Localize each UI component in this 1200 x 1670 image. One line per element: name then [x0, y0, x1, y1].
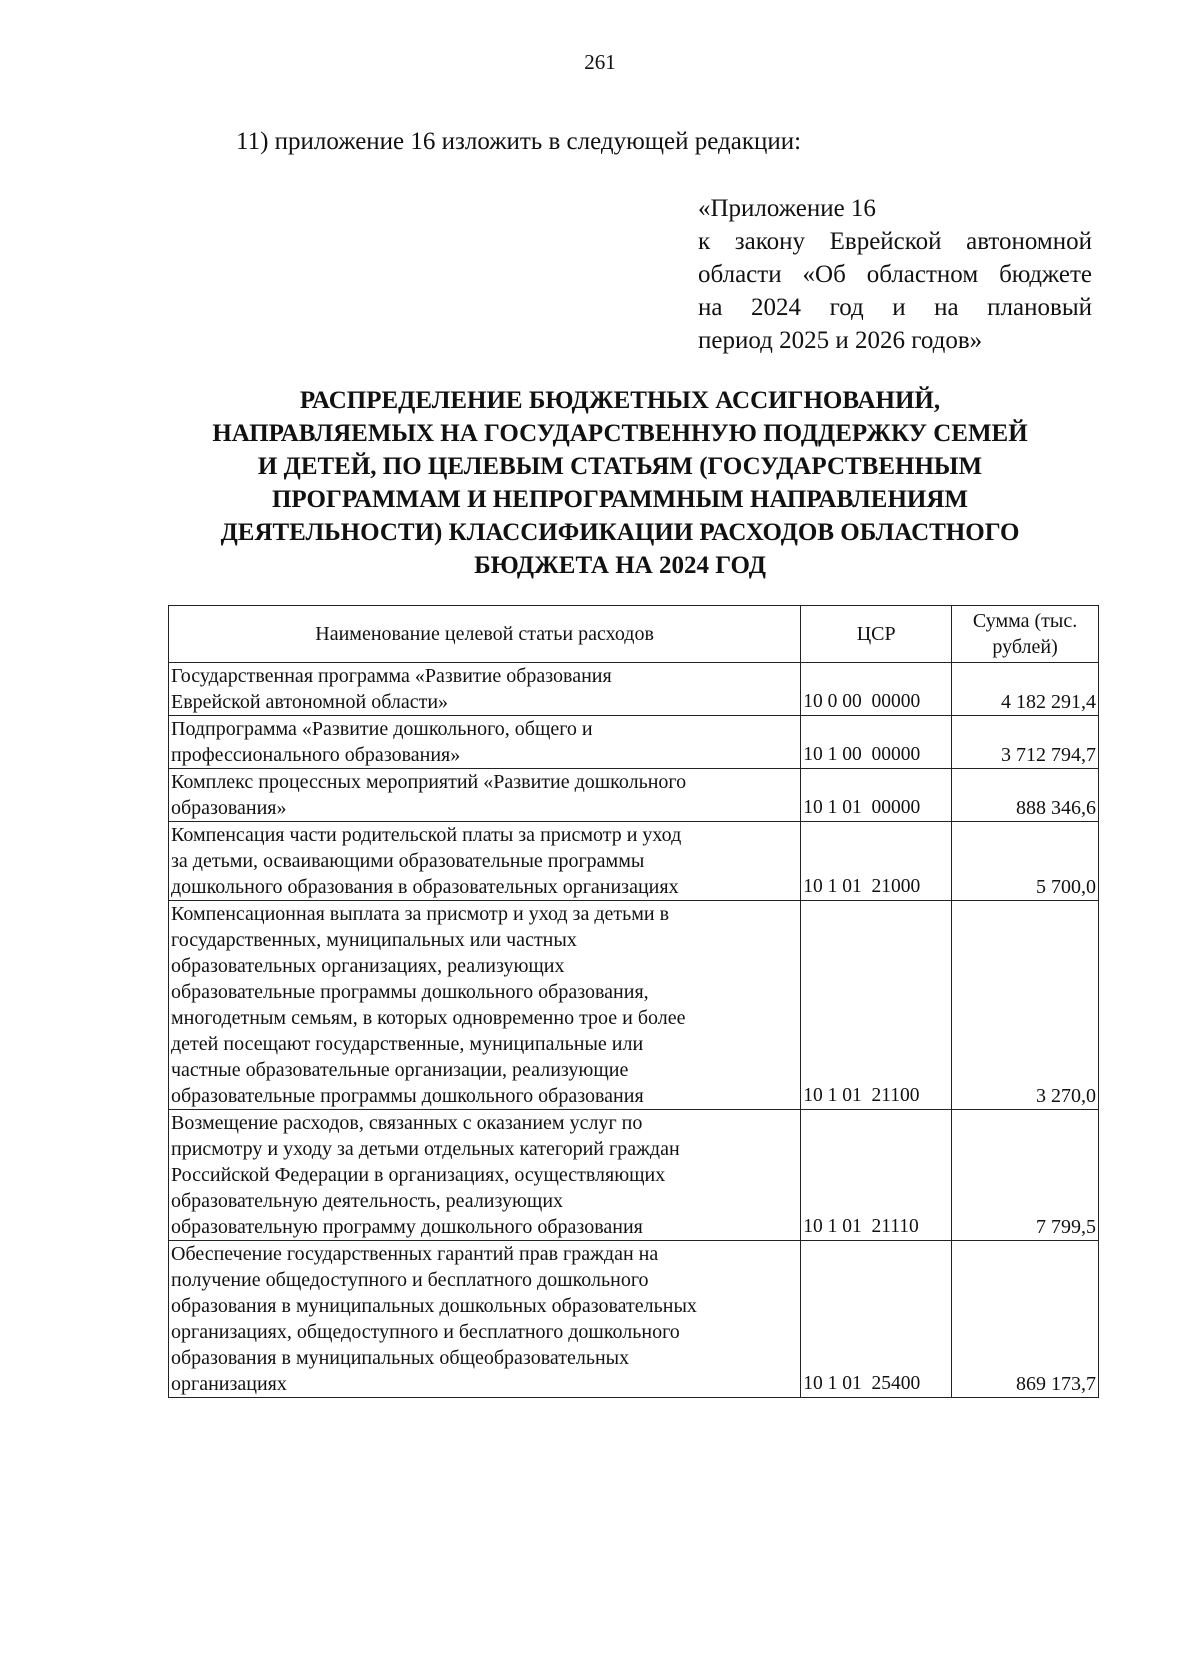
header-csr: ЦСР: [801, 606, 952, 663]
row-name-line: Еврейской автономной области»: [171, 691, 449, 713]
title-line: БЮДЖЕТА НА 2024 ГОД: [474, 552, 766, 579]
row-name-line: детей посещают государственные, муниципальные или: [171, 1033, 644, 1055]
row-name-line: образовательную деятельность, реализующих: [171, 1190, 564, 1212]
row-name: [169, 716, 801, 769]
row-name-line: многодетным семьям, в которых одновременно трое и более: [171, 1007, 686, 1029]
row-name-line: образования»: [171, 797, 287, 819]
table-row: [169, 1241, 1099, 1398]
row-name-line: за детьми, осваивающими образовательные программы: [171, 850, 645, 872]
row-name: [169, 1241, 801, 1398]
row-name: [169, 1110, 801, 1241]
row-csr: 10 0 00 00000: [801, 663, 952, 716]
row-sum: 3 712 794,7: [952, 716, 1099, 769]
row-name-line: Компенсационная выплата за присмотр и уход за детьми в: [171, 903, 670, 925]
header-sum-line: Сумма (тыс.: [972, 610, 1078, 632]
appendix-line: к закону Еврейской автономной: [698, 228, 1092, 255]
header-sum-line: рублей): [992, 636, 1058, 658]
title-line: РАСПРЕДЕЛЕНИЕ БЮДЖЕТНЫХ АССИГНОВАНИЙ,: [299, 387, 941, 414]
row-sum: 7 799,5: [952, 1110, 1099, 1241]
row-name-line: Государственная программа «Развитие образования: [171, 665, 612, 687]
table-header-row: [169, 606, 1099, 663]
row-name: [169, 901, 801, 1110]
row-name-line: образования в муниципальных дошкольных образовательных: [171, 1295, 697, 1317]
row-name-line: получение общедоступного и бесплатного дошкольного: [171, 1269, 649, 1291]
title-line: ДЕЯТЕЛЬНОСТИ) КЛАССИФИКАЦИИ РАСХОДОВ ОБЛАСТНОГО: [220, 519, 1020, 546]
row-name-line: Подпрограмма «Развитие дошкольного, общего и: [171, 718, 593, 740]
row-csr: 10 1 01 00000: [801, 769, 952, 822]
amendment-intro: 11) приложение 16 изложить в следующей редакции:: [236, 128, 802, 155]
row-name-line: образовательную программу дошкольного образования: [171, 1216, 643, 1238]
table-row: [169, 1110, 1099, 1241]
table-row: [169, 901, 1099, 1110]
row-name-line: образования в муниципальных общеобразовательных: [171, 1347, 630, 1369]
table-row: [169, 716, 1099, 769]
row-sum: 5 700,0: [952, 822, 1099, 901]
table-row: [169, 663, 1099, 716]
row-name: [169, 769, 801, 822]
row-csr: 10 1 00 00000: [801, 716, 952, 769]
title-line: НАПРАВЛЯЕМЫХ НА ГОСУДАРСТВЕННУЮ ПОДДЕРЖКУ СЕМЕЙ: [212, 420, 1028, 447]
row-name: [169, 822, 801, 901]
row-name-line: Компенсация части родительской платы за присмотр и уход: [171, 824, 682, 846]
row-name-line: организациях: [171, 1373, 287, 1395]
table-body: [169, 663, 1099, 1398]
row-sum: 888 346,6: [952, 769, 1099, 822]
row-sum: 4 182 291,4: [952, 663, 1099, 716]
row-csr: 10 1 01 21100: [801, 901, 952, 1110]
row-name-line: Российской Федерации в организациях, осуществляющих: [171, 1164, 666, 1186]
row-name-line: профессионального образования»: [171, 744, 461, 766]
appendix-reference: [698, 192, 1092, 357]
appendix-line: на 2024 год и на плановый: [698, 294, 1092, 321]
row-sum: 869 173,7: [952, 1241, 1099, 1398]
table-row: [169, 769, 1099, 822]
page-number: 261: [584, 50, 616, 74]
row-name-line: частные образовательные организации, реализующие: [171, 1059, 629, 1081]
row-name-line: Обеспечение государственных гарантий прав граждан на: [171, 1243, 659, 1265]
row-name-line: дошкольного образования в образовательных организациях: [171, 876, 679, 898]
row-csr: 10 1 01 21110: [801, 1110, 952, 1241]
appendix-line: области «Об областном бюджете: [698, 261, 1092, 288]
row-csr: 10 1 01 21000: [801, 822, 952, 901]
header-name: Наименование целевой статьи расходов: [169, 606, 801, 663]
title-line: ПРОГРАММАМ И НЕПРОГРАММНЫМ НАПРАВЛЕНИЯМ: [271, 486, 969, 513]
row-name-line: Комплекс процессных мероприятий «Развитие дошкольного: [171, 771, 687, 793]
budget-table: [168, 605, 1099, 1398]
row-name-line: Возмещение расходов, связанных с оказанием услуг по: [171, 1112, 643, 1134]
row-name-line: государственных, муниципальных или частных: [171, 929, 577, 951]
row-name: [169, 663, 801, 716]
row-csr: 10 1 01 25400: [801, 1241, 952, 1398]
title-line: И ДЕТЕЙ, ПО ЦЕЛЕВЫМ СТАТЬЯМ (ГОСУДАРСТВЕННЫМ: [257, 453, 983, 480]
table-row: [169, 822, 1099, 901]
document-title: [130, 384, 1110, 582]
row-name-line: образовательные программы дошкольного образования,: [171, 981, 649, 1003]
row-name-line: присмотру и уходу за детьми отдельных категорий граждан: [171, 1138, 680, 1160]
row-sum: 3 270,0: [952, 901, 1099, 1110]
appendix-line: период 2025 и 2026 годов»: [698, 327, 983, 354]
row-name-line: организациях, общедоступного и бесплатного дошкольного: [171, 1321, 680, 1343]
row-name-line: образовательные программы дошкольного образования: [171, 1085, 644, 1107]
header-sum: [952, 606, 1099, 663]
appendix-line: «Приложение 16: [698, 195, 876, 222]
row-name-line: образовательных организациях, реализующих: [171, 955, 565, 977]
